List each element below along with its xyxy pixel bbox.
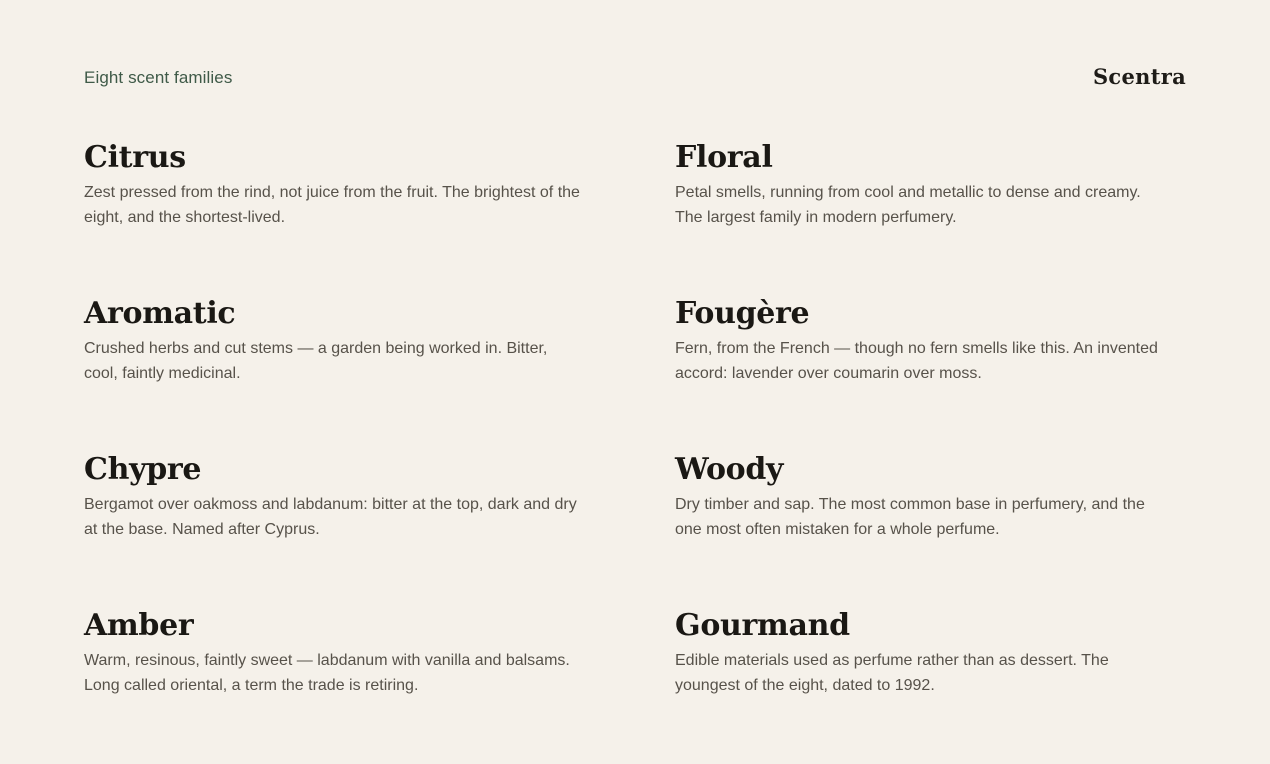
family-woody [675,452,1186,608]
family-description: Warm, resinous, faintly sweet — labdanum with vanilla and balsams. Long called oriental, a term the trade is retiring. [84,652,570,694]
family-description: Zest pressed from the rind, not juice from the fruit. The brightest of the eight, and the shortest-lived. [84,184,580,226]
family-title: Aromatic [84,296,236,331]
family-description: Crushed herbs and cut stems — a garden being worked in. Bitter, cool, faintly medicinal. [84,340,548,382]
family-title: Woody [675,452,784,487]
section-eyebrow: Eight scent families [84,68,233,87]
family-description: Petal smells, running from cool and metallic to dense and creamy. The largest family in modern perfumery. [675,184,1141,226]
family-citrus [84,140,675,296]
family-chypre [84,452,675,608]
family-description: Edible materials used as perfume rather than as dessert. The youngest of the eight, dated to 1992. [675,652,1109,694]
family-description: Bergamot over oakmoss and labdanum: bitter at the top, dark and dry at the base. Named after Cyprus. [84,496,577,538]
brand-logo[interactable]: Scentra [1092,64,1186,89]
family-title: Chypre [84,452,202,487]
family-gourmand [675,608,1186,764]
family-title: Citrus [84,140,186,175]
family-title: Gourmand [675,608,850,643]
family-floral [675,140,1186,296]
family-description: Dry timber and sap. The most common base in perfumery, and the one most often mistaken for a whole perfume. [675,496,1145,538]
family-aromatic [84,296,675,452]
scent-families-grid [84,140,1186,764]
family-title: Fougère [675,296,810,331]
family-amber [84,608,675,764]
family-description: Fern, from the French — though no fern smells like this. An invented accord: lavender over coumarin over moss. [675,340,1158,382]
family-title: Amber [84,608,194,643]
page-header [84,64,1186,96]
family-fougere [675,296,1186,452]
family-title: Floral [675,140,773,175]
